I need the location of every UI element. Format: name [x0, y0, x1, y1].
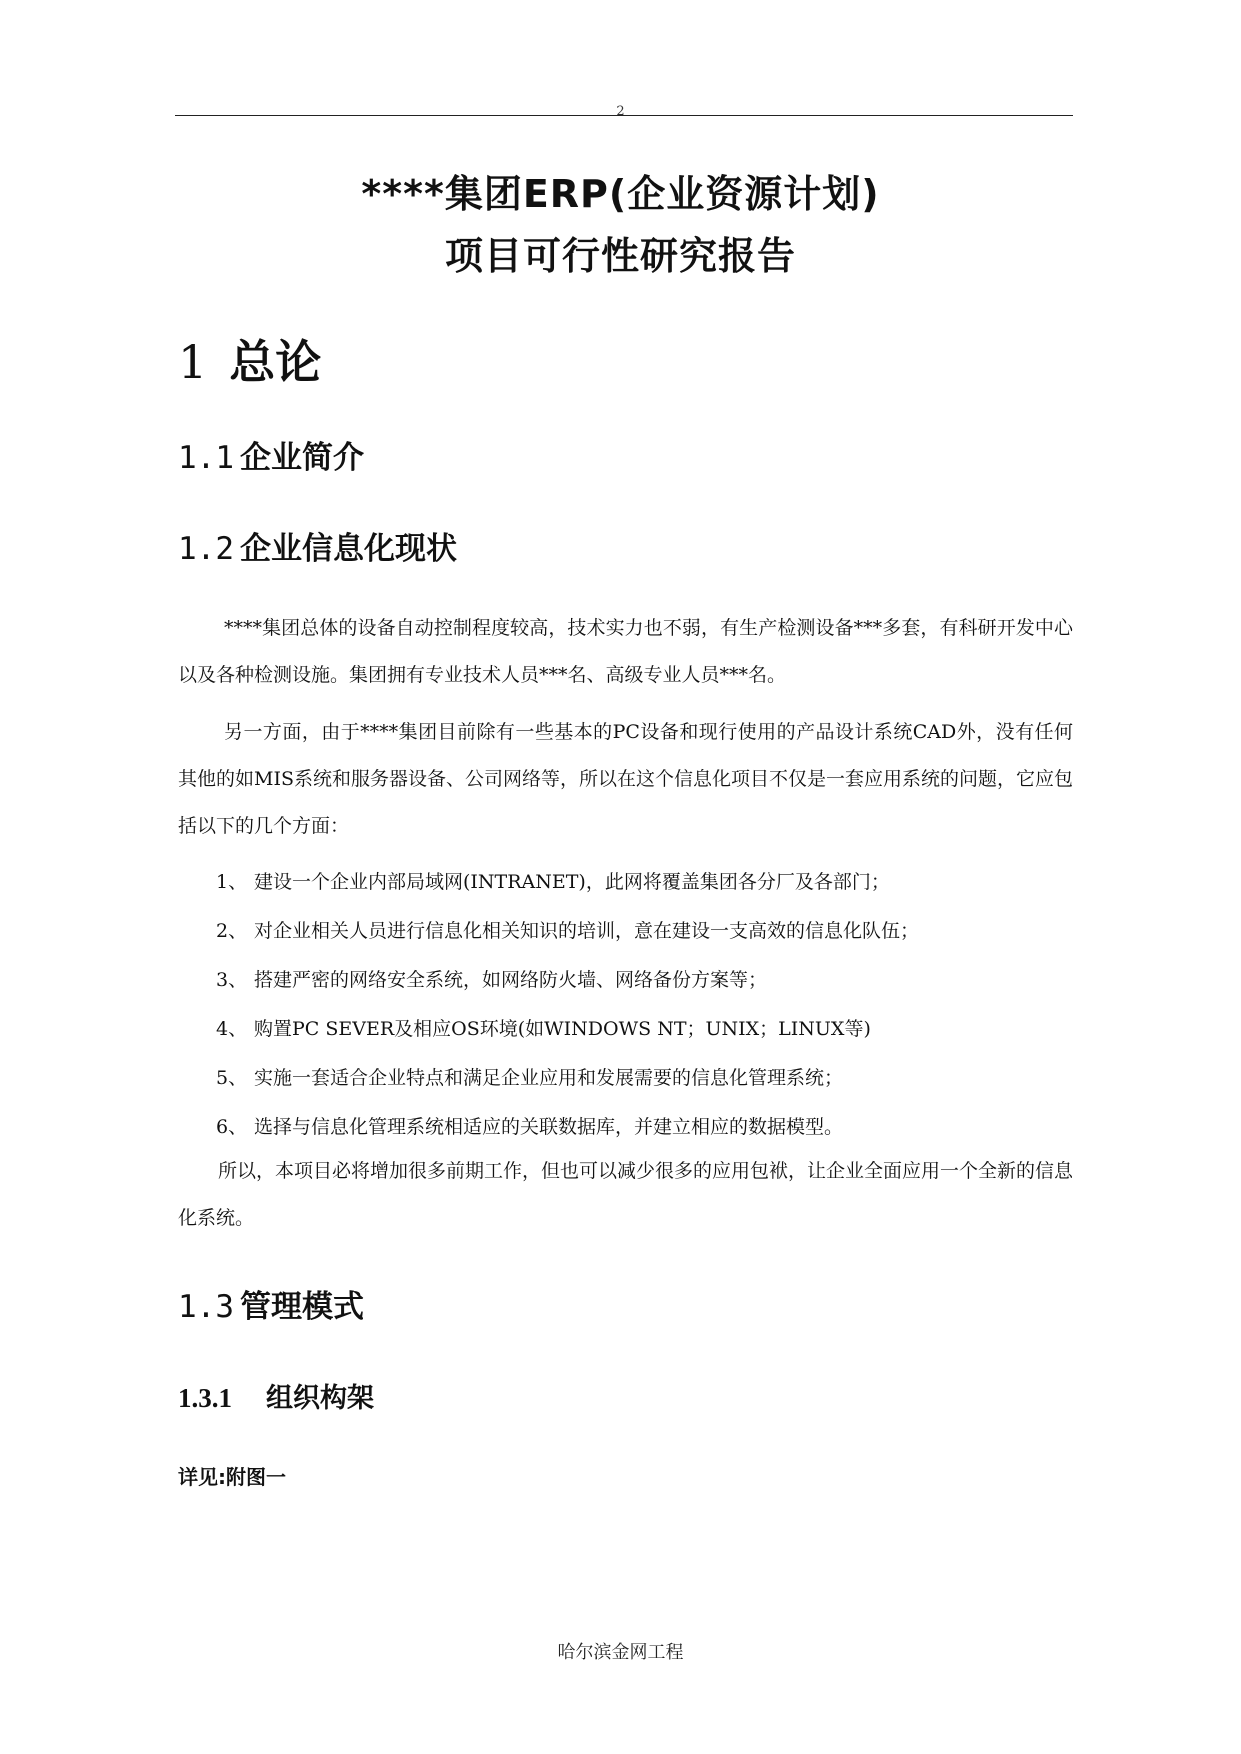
page-footer: 哈尔滨金网工程 — [557, 1642, 684, 1663]
list-item: 5、 实施一套适合企业特点和满足企业应用和发展需要的信息化管理系统； — [216, 1067, 844, 1089]
section-number: 1.3 — [178, 1289, 234, 1325]
paragraph-current-status: 另一方面，由于****集团目前除有一些基本的PC设备和现行使用的产品设计系统CAD外，没有任何其他的如MIS系统和服务器设备、公司网络等，所以在这个信息化项目不仅是一套应用系统的问题，它应包括以下的几个方面： — [178, 721, 1073, 837]
appendix-reference: 详见:附图一 — [178, 1465, 286, 1489]
section-1-1-heading — [178, 432, 364, 477]
page-number: 2 — [616, 104, 625, 119]
list-item: 4、 购置PC SEVER及相应OS环境(如WINDOWS NT；UNIX；LINUX等) — [216, 1018, 871, 1040]
list-item: 2、 对企业相关人员进行信息化相关知识的培训，意在建设一支高效的信息化队伍； — [216, 920, 920, 942]
section-title: 总论 — [229, 335, 322, 389]
section-1-heading — [178, 326, 321, 392]
section-title: 管理模式 — [240, 1289, 364, 1325]
section-number: 1.2 — [178, 531, 234, 567]
section-number: 1.1 — [178, 440, 234, 476]
list-item: 6、 选择与信息化管理系统相适应的关联数据库，并建立相应的数据模型。 — [216, 1116, 844, 1138]
document-title-line1: ****集团ERP(企业资源计划) — [361, 172, 880, 216]
section-1-2-heading — [178, 523, 457, 568]
document-title-line2: 项目可行性研究报告 — [444, 234, 796, 278]
section-number: 1.3.1 — [178, 1383, 232, 1413]
requirements-list — [216, 858, 919, 1152]
section-title: 企业信息化现状 — [240, 531, 457, 567]
section-number: 1 — [178, 335, 208, 389]
paragraph-conclusion: 所以，本项目必将增加很多前期工作，但也可以减少很多的应用包袱，让企业全面应用一个全新的信息化系统。 — [178, 1160, 1074, 1229]
section-title: 企业简介 — [240, 440, 364, 476]
section-1-3-heading — [178, 1281, 364, 1326]
list-item: 3、 搭建严密的网络安全系统，如网络防火墙、网络备份方案等； — [216, 969, 768, 991]
paragraph-equipment: ****集团总体的设备自动控制程度较高，技术实力也不弱，有生产检测设备***多套，有科研开发中心以及各种检测设施。集团拥有专业技术人员***名、高级专业人员***名。 — [178, 617, 1073, 686]
list-item: 1、 建设一个企业内部局域网(INTRANET)，此网将覆盖集团各分厂及各部门； — [216, 871, 890, 893]
section-1-3-1-heading — [178, 1376, 374, 1415]
section-title: 组织构架 — [266, 1383, 374, 1414]
